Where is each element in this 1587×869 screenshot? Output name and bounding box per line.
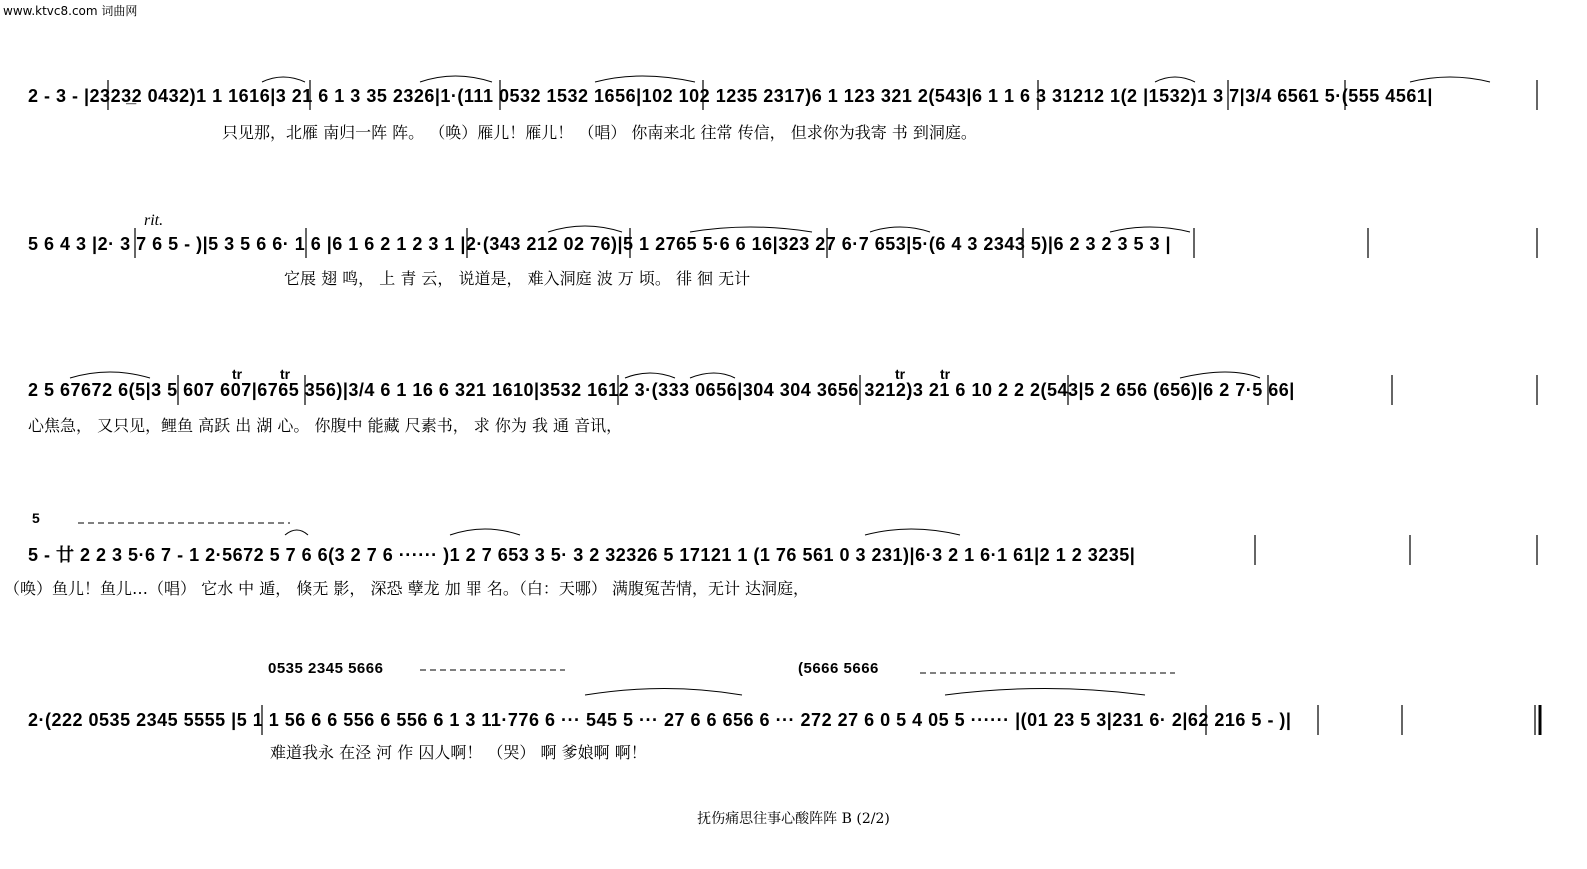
system-4-lyrics: （唤）鱼儿！鱼儿…（唱） 它水 中 遁， 倏无 影， 深恐 孽龙 加 罪 名。（白：天哪） 满腹冤苦情，无计 达洞庭， [4,579,810,598]
system-1-notes: 2 - 3 - |2323̲2 0432)1 1 1616|3 21 6 1 3 35 2326|1·(111 0532 1532 1656|102 102 1235 2317)6 1 123 321 2(543|6 1 1 6 3 31212 1(2 |1532)1 3 7|3/4 6561 5·(555 4561| [28,86,1433,106]
trill-mark: tr [232,366,243,382]
system-5-upper-right: (5666 5666 [798,660,879,677]
trill-mark: tr [280,366,291,382]
rit-marking: rit. [144,212,164,229]
system-5-upper-left: 0535 2345 5666 [268,660,384,677]
system-4-grace-note: 5 [32,510,41,526]
system-2-notes: 5 6 4 3 |2· 3 7 6 5 - )|5 3 5 6 6· 1 6 |6 1 6 2 1 2 3 1 |2·(343 212 02 76)|5 1 2765 5·6 6 16|323 27 6·7 653|5·(6 4 3 2343 5)|6 2 3 2 3 5 3 | [28,234,1172,254]
system-2-lyrics: 它展 翅 鸣， 上 青 云， 说道是， 难入洞庭 波 万 顷。 徘 徊 无计 [284,269,751,288]
system-5-notes: 2·(222 0535 2345 5555 |5 1 1 56 6 6 556 6 556 6 1 3 11·776 6 ··· 545 5 ··· 27 6 6 656 6 ··· 272 27 6 0 5 4 05 5 ······ |(01 23 5 3|231 6· 2|62 216 5 - )| [28,710,1292,730]
system-5-lyrics: 难道我永 在泾 河 作 囚人啊！ （哭） 啊 爹娘啊 啊！ [270,743,647,762]
page-footer: 抚伤痛思往事心酸阵阵 B (2/2) [697,811,890,827]
trill-mark: tr [940,366,951,382]
system-3-lyrics: 心焦急， 又只见，鲤鱼 高跃 出 湖 心。 你腹中 能藏 尺素书， 求 你为 我 通 音讯， [28,416,623,435]
system-3-notes: 2 5 67672 6(5|3 5 607 607|6765 356)|3/4 6 1 16 6 321 1610|3532 1612 3·(333 0656|304 304 3656 3212)3 21 6 10 2 2 2(543|5 2 656 (656)|6 2 7·5 66| [28,380,1295,400]
system-4-notes: 5 - 廿 2 2 3 5·6 7 - 1 2·5672 5 7 6 6(3 2 7 6 ······ )1 2 7 653 3 5· 3 2 32326 5 17121 1 (1 76 561 0 3 231)|6·3 2 1 6·1 61|2 1 2 3235| [28,545,1136,565]
system-1-lyrics: 只见那，北雁 南归一阵 阵。 （唤）雁儿！雁儿！ （唱） 你南来北 往常 传信， 但求你为我寄 书 到洞庭。 [222,123,977,142]
trill-mark: tr [895,366,906,382]
site-watermark: www.ktvc8.com 词曲网 [3,4,138,18]
